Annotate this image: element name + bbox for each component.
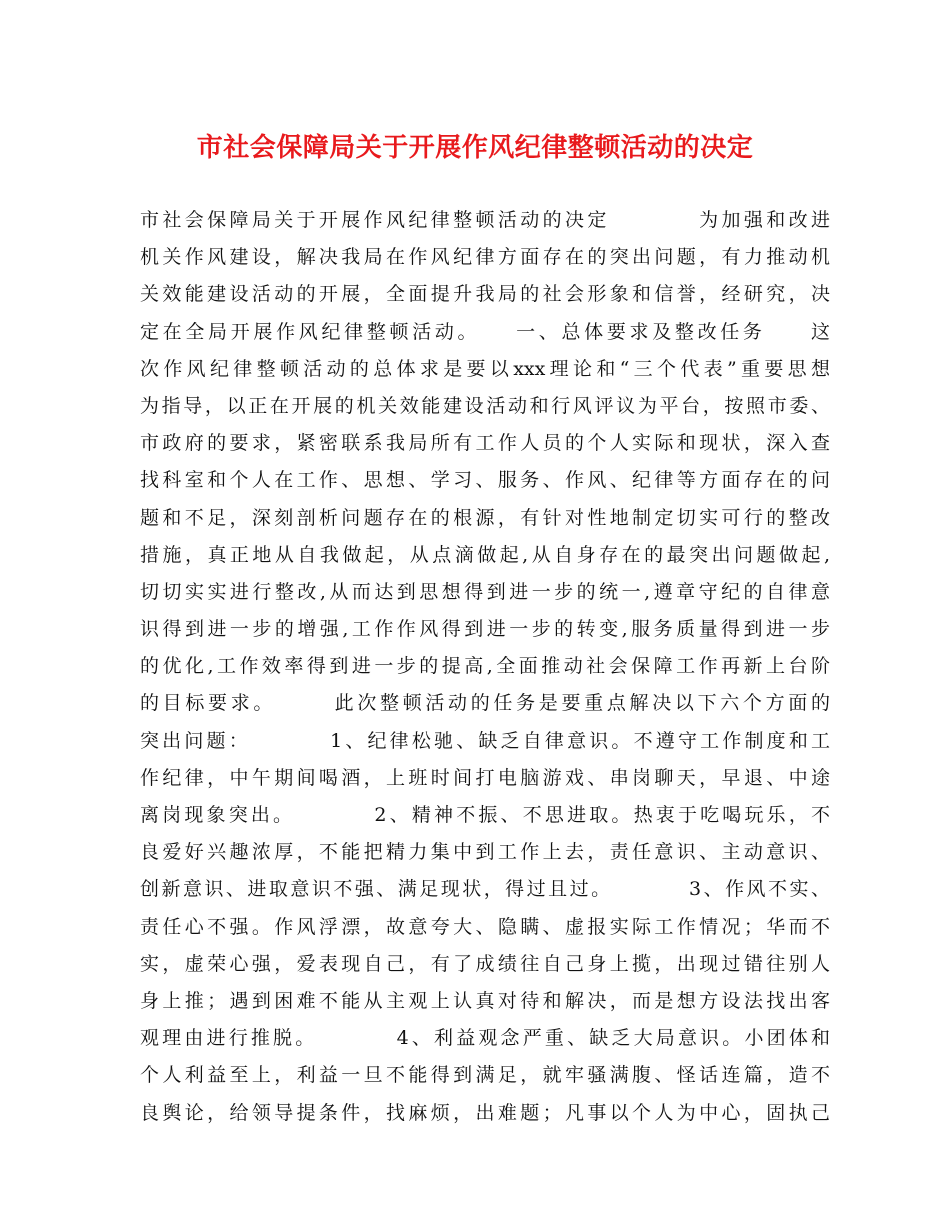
body-line: 的目标要求。 此次整顿活动的任务是要重点解决以下六个方面的 — [140, 692, 830, 715]
body-line: 实，虚荣心强，爱表现自己，有了成绩往自己身上揽，出现过错往别人 — [140, 952, 830, 975]
body-line: 良爱好兴趣浓厚，不能把精力集中到工作上去，责任意识、主动意识、 — [140, 841, 830, 864]
body-line: 观理由进行推脱。 4、利益观念严重、缺乏大局意识。小团体和 — [140, 1027, 830, 1050]
body-line: 的优化,工作效率得到进一步的提高,全面推动社会保障工作再新上台阶 — [140, 655, 830, 678]
body-line: 作纪律，中午期间喝酒，上班时间打电脑游戏、串岗聊天，早退、中途 — [140, 766, 830, 789]
body-line: 突出问题： 1、纪律松驰、缺乏自律意识。不遵守工作制度和工 — [140, 729, 830, 752]
body-line: 题和不足，深刻剖析问题存在的根源，有针对性地制定切实可行的整改 — [140, 506, 830, 529]
document-title: 市社会保障局关于开展作风纪律整顿活动的决定 — [196, 133, 754, 163]
body-line: 切切实实进行整改,从而达到思想得到进一步的统一,遵章守纪的自律意 — [140, 580, 830, 603]
body-line: 次作风纪律整顿活动的总体求是要以xxx理论和“三个代表”重要思想 — [140, 357, 830, 380]
body-line: 机关作风建设，解决我局在作风纪律方面存在的突出问题，有力推动机 — [140, 246, 830, 269]
body-line: 市政府的要求，紧密联系我局所有工作人员的个人实际和现状，深入查 — [140, 432, 830, 455]
body-line: 找科室和个人在工作、思想、学习、服务、作风、纪律等方面存在的问 — [140, 469, 830, 492]
body-line: 责任心不强。作风浮漂，故意夸大、隐瞒、虚报实际工作情况；华而不 — [140, 915, 830, 938]
body-line: 创新意识、进取意识不强、满足现状，得过且过。 3、作风不实、 — [140, 878, 830, 901]
body-line: 身上推；遇到困难不能从主观上认真对待和解决，而是想方设法找出客 — [140, 989, 830, 1012]
body-line: 为指导，以正在开展的机关效能建设活动和行风评议为平台，按照市委、 — [140, 394, 830, 417]
body-line: 良舆论，给领导提条件，找麻烦，出难题；凡事以个人为中心，固执己 — [140, 1101, 830, 1124]
body-line: 定在全局开展作风纪律整顿活动。 一、总体要求及整改任务 这 — [140, 320, 830, 343]
body-line: 关效能建设活动的开展，全面提升我局的社会形象和信誉，经研究，决 — [140, 283, 830, 306]
body-line: 离岗现象突出。 2、精神不振、不思进取。热衷于吃喝玩乐，不 — [140, 804, 830, 826]
body-line: 措施，真正地从自我做起，从点滴做起,从自身存在的最突出问题做起, — [140, 543, 830, 566]
body-line: 市社会保障局关于开展作风纪律整顿活动的决定 为加强和改进 — [140, 209, 830, 231]
body-line: 识得到进一步的增强,工作作风得到进一步的转变,服务质量得到进一步 — [140, 618, 830, 641]
document-body — [140, 202, 830, 1132]
body-line: 个人利益至上，利益一旦不能得到满足，就牢骚满腹、怪话连篇，造不 — [140, 1064, 830, 1087]
